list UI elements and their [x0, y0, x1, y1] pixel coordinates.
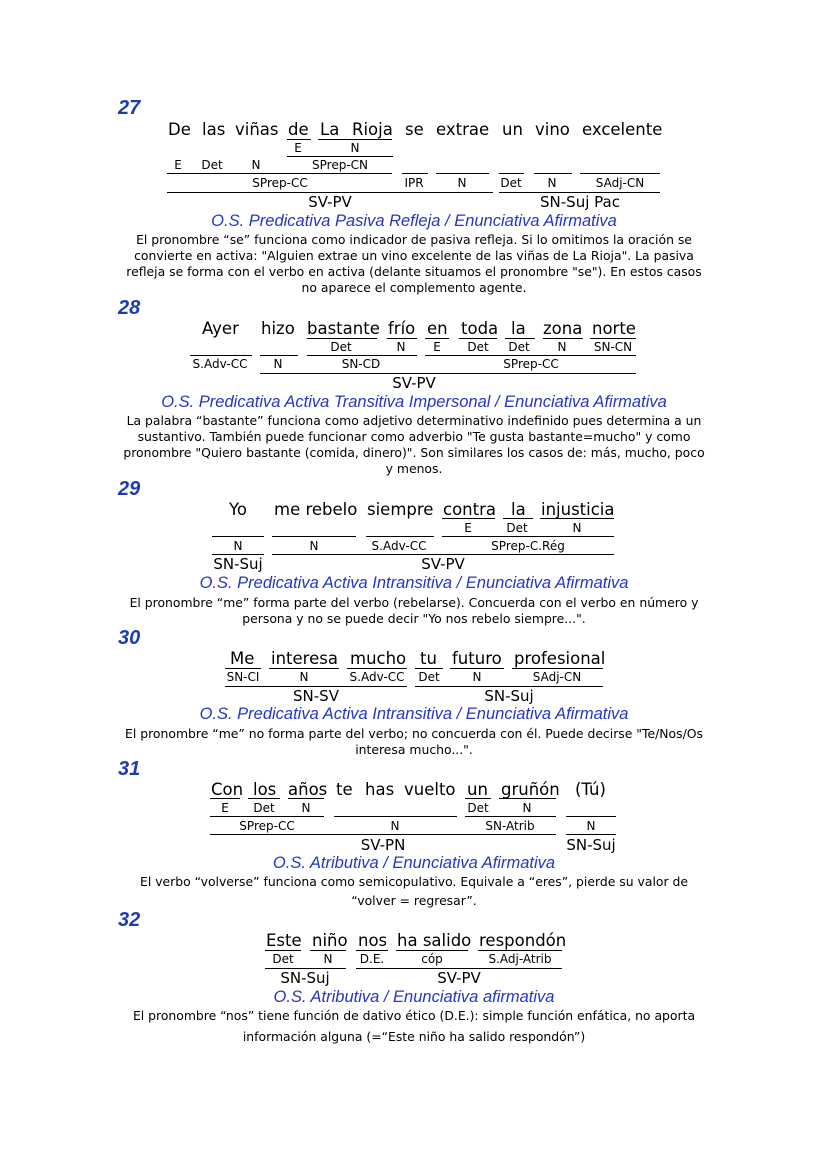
- word: De: [168, 120, 191, 139]
- label: IPR: [404, 176, 424, 190]
- sentence-classification: O.S. Predicativa Activa Intransitiva / Enunciativa Afirmativa: [199, 574, 629, 592]
- explanation-line: El pronombre “me” no forma parte del verbo; no concuerda con él. Puede decirse "Te/Nos/Os: [125, 726, 703, 741]
- word: futuro: [452, 649, 502, 668]
- explanation-line: información alguna (=“Este niño ha salido respondón”): [242, 1029, 586, 1044]
- word: nos: [358, 931, 388, 950]
- word: bastante: [307, 319, 380, 338]
- word: las: [202, 120, 226, 139]
- explanation-line: convierte en activa: "Alguien extrae un vino excelente de las viñas de La Rioja". La pasiva: [134, 248, 694, 263]
- label: E: [221, 801, 229, 815]
- exercise-number-30: 30: [118, 627, 141, 649]
- exercise-number-31: 31: [118, 758, 141, 780]
- label: SN-Atrib: [485, 819, 535, 833]
- exercise-number-32: 32: [118, 909, 141, 931]
- label: SN-Suj: [213, 555, 263, 573]
- word: excelente: [582, 120, 663, 139]
- label: D.E.: [359, 952, 385, 966]
- label: SPrep-C.Rég: [491, 539, 565, 553]
- explanation-line: persona y no se puede decir "Yo nos rebelo siempre...".: [242, 611, 586, 626]
- word: se: [405, 120, 424, 139]
- explanation-line: y menos.: [385, 461, 443, 476]
- label: N: [396, 340, 406, 354]
- word: un: [502, 120, 523, 139]
- explanation-line: El pronombre “se” funciona como indicador de pasiva refleja. Si lo omitimos la oración se: [136, 232, 692, 247]
- label: N: [547, 176, 557, 190]
- sentence-classification: O.S. Predicativa Activa Intransitiva / Enunciativa Afirmativa: [199, 705, 629, 723]
- label: N: [233, 539, 243, 553]
- word: Este: [266, 931, 302, 950]
- word: Ayer: [202, 319, 239, 338]
- label: SV-PV: [392, 374, 436, 392]
- label: N: [251, 158, 261, 172]
- label: SV-PV: [421, 555, 465, 573]
- sentence-classification: O.S. Predicativa Activa Transitiva Impersonal / Enunciativa Afirmativa: [161, 393, 667, 411]
- label: Det: [500, 176, 522, 190]
- label: N: [586, 819, 596, 833]
- word: interesa: [271, 649, 338, 668]
- label: Det: [508, 340, 530, 354]
- word: años: [288, 780, 328, 799]
- label: S.Adv-CC: [371, 539, 427, 553]
- word: mucho: [350, 649, 407, 668]
- exercise-number-29: 29: [118, 478, 141, 500]
- explanation-line: El verbo “volverse” funciona como semicopulativo. Equivale a “eres”, pierde su valor de: [140, 874, 688, 889]
- label: cóp: [421, 952, 443, 966]
- word: (Tú): [575, 780, 606, 799]
- word: contra: [443, 500, 496, 519]
- word: de: [288, 120, 309, 139]
- word: siempre: [367, 500, 434, 519]
- word: profesional: [514, 649, 606, 668]
- label: Det: [330, 340, 352, 354]
- word: zona: [543, 319, 583, 338]
- label: SV-PV: [308, 193, 352, 211]
- label: E: [433, 340, 441, 354]
- explanation-line: no aparece el complemento agente.: [301, 280, 527, 295]
- word: la: [511, 500, 526, 519]
- label: N: [572, 521, 582, 535]
- label: S.Adv-CC: [349, 670, 405, 684]
- label: SN-CI: [226, 670, 260, 684]
- sentence-classification: O.S. Atributiva / Enunciativa afirmativa: [273, 988, 555, 1006]
- label: SN-SV: [293, 687, 339, 705]
- label: SN-CN: [593, 340, 633, 354]
- word: Con: [211, 780, 244, 799]
- word: viñas: [235, 120, 279, 139]
- explanation-line: sustantivo. También puede funcionar como adverbio "Te gusta bastante=mucho" y como: [137, 429, 691, 444]
- label: N: [390, 819, 400, 833]
- label: SN-Suj: [484, 687, 534, 705]
- label: N: [301, 801, 311, 815]
- explanation-line: pronombre "Quiero bastante (comida, dinero)". Son similares los casos de: más, mucho, poco: [123, 445, 705, 460]
- label: N: [557, 340, 567, 354]
- label: Det: [201, 158, 223, 172]
- word: gruñón: [501, 780, 560, 799]
- label: N: [273, 357, 283, 371]
- explanation-line: El pronombre “me” forma parte del verbo (rebelarse). Concuerda con el verbo en número y: [129, 595, 699, 610]
- word: La: [320, 120, 340, 139]
- word: te: [336, 780, 353, 799]
- explanation-line: interesa mucho...".: [355, 742, 473, 757]
- label: E: [174, 158, 182, 172]
- label: Det: [506, 521, 528, 535]
- word: niño: [312, 931, 348, 950]
- word: Me: [230, 649, 255, 668]
- label: SPrep-CC: [239, 819, 295, 833]
- label: SPrep-CC: [252, 176, 308, 190]
- explanation-line: La palabra “bastante” funciona como adjetivo determinativo indefinido pues determina a un: [126, 413, 702, 428]
- explanation-line: El pronombre “nos” tiene función de dativo ético (D.E.): simple función enfática, no aporta: [132, 1008, 696, 1023]
- label: SV-PN: [360, 836, 406, 854]
- label: E: [464, 521, 472, 535]
- word: has: [365, 780, 395, 799]
- explanation-line: refleja se forma con el verbo en activa (delante situamos el pronombre "se"). En estos casos: [126, 264, 702, 279]
- label: SV-PV: [437, 969, 481, 987]
- label: N: [323, 952, 333, 966]
- label: N: [472, 670, 482, 684]
- word: vino: [535, 120, 570, 139]
- explanation-line: “volver = regresar”.: [351, 893, 477, 908]
- label: SN-Suj: [566, 836, 616, 854]
- word: ha salido: [397, 931, 472, 950]
- word: Yo: [229, 500, 247, 519]
- sentence-classification: O.S. Predicativa Pasiva Refleja / Enunciativa Afirmativa: [211, 212, 617, 230]
- label: Det: [253, 801, 275, 815]
- label: SPrep-CC: [503, 357, 559, 371]
- word: extrae: [436, 120, 490, 139]
- label: SN-Suj: [280, 969, 330, 987]
- label: Det: [418, 670, 440, 684]
- word: injusticia: [541, 500, 615, 519]
- label: Det: [272, 952, 294, 966]
- word: los: [253, 780, 277, 799]
- word: toda: [461, 319, 499, 338]
- word: norte: [592, 319, 636, 338]
- word: frío: [388, 319, 416, 338]
- label: SPrep-CN: [312, 158, 368, 172]
- sentence-classification: O.S. Atributiva / Enunciativa Afirmativa: [272, 854, 556, 872]
- exercise-number-27: 27: [118, 97, 141, 119]
- label: N: [309, 539, 319, 553]
- word: me rebelo: [274, 500, 358, 519]
- label: SN-CD: [341, 357, 381, 371]
- word: vuelto: [404, 780, 456, 799]
- word: hizo: [261, 319, 295, 338]
- label: N: [522, 801, 532, 815]
- word: un: [467, 780, 488, 799]
- label: N: [299, 670, 309, 684]
- label: SN-Suj Pac: [540, 193, 620, 211]
- label: S.Adj-Atrib: [488, 952, 552, 966]
- exercise-number-28: 28: [118, 297, 141, 319]
- label: E: [294, 141, 302, 155]
- label: SAdj-CN: [595, 176, 645, 190]
- word: la: [511, 319, 526, 338]
- label: N: [457, 176, 467, 190]
- label: Det: [467, 340, 489, 354]
- label: N: [350, 141, 360, 155]
- label: SAdj-CN: [532, 670, 582, 684]
- word: tu: [420, 649, 437, 668]
- label: S.Adv-CC: [192, 357, 248, 371]
- word: respondón: [479, 931, 567, 950]
- word: en: [427, 319, 448, 338]
- label: Det: [467, 801, 489, 815]
- word: Rioja: [352, 120, 393, 139]
